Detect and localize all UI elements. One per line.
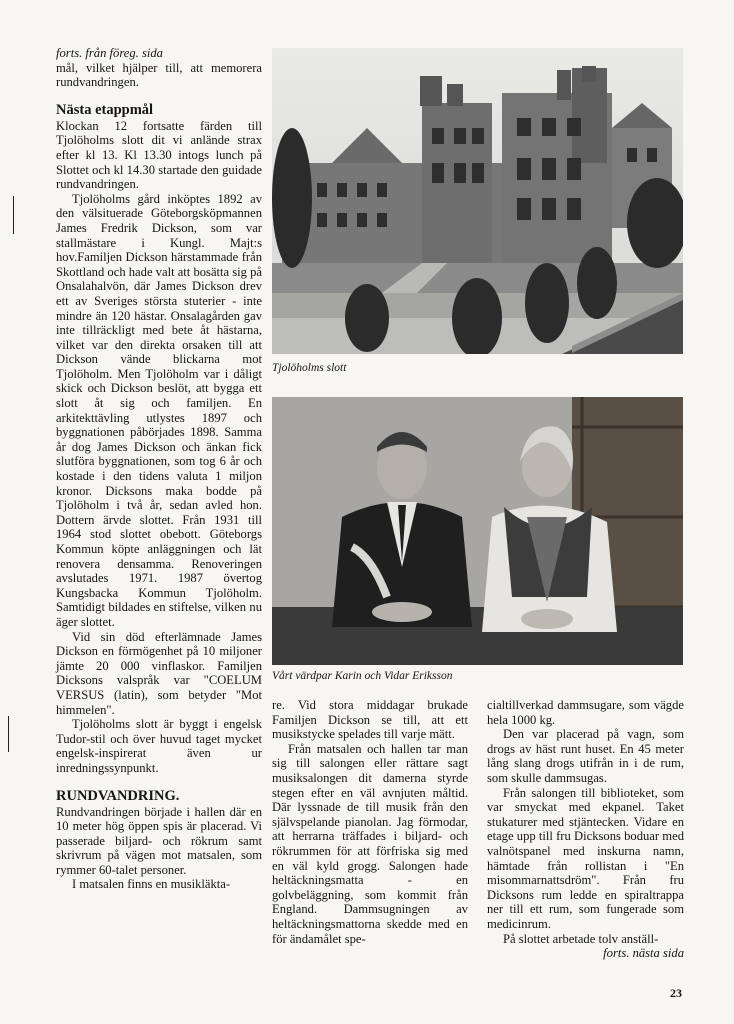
continued-from-note: forts. från föreg. sida xyxy=(56,46,163,60)
caption-castle: Tjolöholms slott xyxy=(272,362,347,374)
left-column xyxy=(56,46,262,892)
continued-next-note: forts. nästa sida xyxy=(603,946,684,961)
col1-paragraph-6: I matsalen finns en musikläkta- xyxy=(72,877,231,892)
col1-paragraph-1: Klockan 12 fortsatte färden till Tjolöholms slott dit vi anlände strax efter kl 13. Kl 13.30 intogs lunch på Slottet och kl 14.30 startade den guidade rundvandringen. xyxy=(56,118,262,192)
castle-photo xyxy=(272,48,683,354)
col1-paragraph-0: mål, vilket hjälper till, att memorera rundvandringen. xyxy=(56,60,262,90)
col3-paragraph-4: På slottet arbetade tolv anställ- xyxy=(503,931,659,946)
col1-paragraph-3: Vid sin död efterlämnade James Dickson en förmögenhet på 10 miljoner jämte 20 000 vinflaskor. Familjen Dicksons valspråk var "COELUM VERSUS (latin), som betyder "Mot himmelen". xyxy=(56,629,262,717)
heading-rundvandring: RUNDVANDRING. xyxy=(56,787,180,804)
col1-paragraph-2: Tjolöholms gård inköptes 1892 av den välsituerade Göteborgsköpmannen James Fredrik Dickson, som var stallmästare i Kungl. Majt:s hov.Familjen Dickson härstammade från Skottland och hade valt att bosätta sig på Onsalahalvön, där James Dickson drev ett av Sveriges största stuterier - inte mindre än 120 hästar. Onsalagården gav inte tillräckligt med bete åt hästarna, vilket var den direkta orsaken till att Dickson vände blickarna mot Tjolöholm. Men Tjolöholm var i dåligt skick och Dickson beslöt, att bygga ett slott åt sig och familjen. En arkitekttävling utlystes 1897 och byggnationen påbörjades 1898. Samma år dog James Dickson och änkan fick slutföra byggnationen, som tog 6 år och kostade i den tidens valuta 1 miljon kronor. Dicksons maka bodde på Tjolöholm i två år, sedan avled hon. Dottern ärvde slottet. Från 1931 till 1964 stod slottet obebott. Göteborgs Kommun köpte anläggningen och lät renovera densamma. Renoveringen avslutades 1971. 1987 övertog Kungsbacka Kommun Tjolöholm. Samtidigt bildades en stiftelse, vilken nu äger slottet. xyxy=(56,191,263,629)
page-number: 23 xyxy=(670,986,682,1000)
col1-paragraph-4: Tjolöholms slott är byggt i engelsk Tudor-stil och över huvud taget mycket engelsk-inspirerat även ur inredningssynpunkt. xyxy=(56,717,262,775)
col1-paragraph-5: Rundvandringen började i hallen där en 10 meter hög öppen spis är placerad. Vi passerade biljard- och rökrum samt skrivrum på vägen mot matsalen, som rymmer 60-talet personer. xyxy=(56,804,262,877)
couple-illustration xyxy=(272,397,683,665)
col3-paragraph-1: cialtillverkad dammsugare, som vägde hela 1000 kg. xyxy=(487,698,684,727)
middle-column xyxy=(272,698,468,946)
couple-photo xyxy=(272,397,683,665)
margin-bracket-top xyxy=(13,196,17,234)
col2-paragraph-1: re. Vid stora middagar brukade Familjen Dickson se till, att ett musikstycke spelades till varje mätt. xyxy=(272,698,468,742)
col3-paragraph-2: Den var placerad på vagn, som drogs av häst runt huset. En 45 meter lång slang drogs utifrån in i de rum, som skulle dammsugas. xyxy=(487,727,684,785)
col2-paragraph-2: Från matsalen och hallen tar man sig till salongen eller rättare sagt musiksalongen dit damerna styrde stegen efter en väl avnjuten måltid. Där lyssnade de till musik från den självspelande pianolan. Jag förmodar, att herrarna träffades i biljard- och rökrummen för att förfriska sig med en väl kyld grogg. Salongen hade heltäckningsmatta - en golvbeläggning, som kommit från England. Dammsugningen av heltäckningsmattorna skedde med en för ändamålet spe- xyxy=(272,741,468,946)
right-column xyxy=(487,698,684,961)
heading-nasta-etappmal: Nästa etappmål xyxy=(56,101,154,118)
col3-paragraph-3: Från salongen till biblioteket, som var smyckat med ekpanel. Taket stukaturer med stjäntecken. Vidare en etage upp till fru Dicksons boduar med valnötspanel med inskurna namn, hämtade från rollistan i "En misommarnattsdröm". Från fru Dicksons rum ledde en spiraltrappa ner till ett rum, som fungerade som medicinrum. xyxy=(487,785,684,931)
margin-bracket-bottom xyxy=(8,716,12,752)
caption-couple: Vårt värdpar Karin och Vidar Eriksson xyxy=(272,670,453,682)
castle-illustration xyxy=(272,48,683,354)
